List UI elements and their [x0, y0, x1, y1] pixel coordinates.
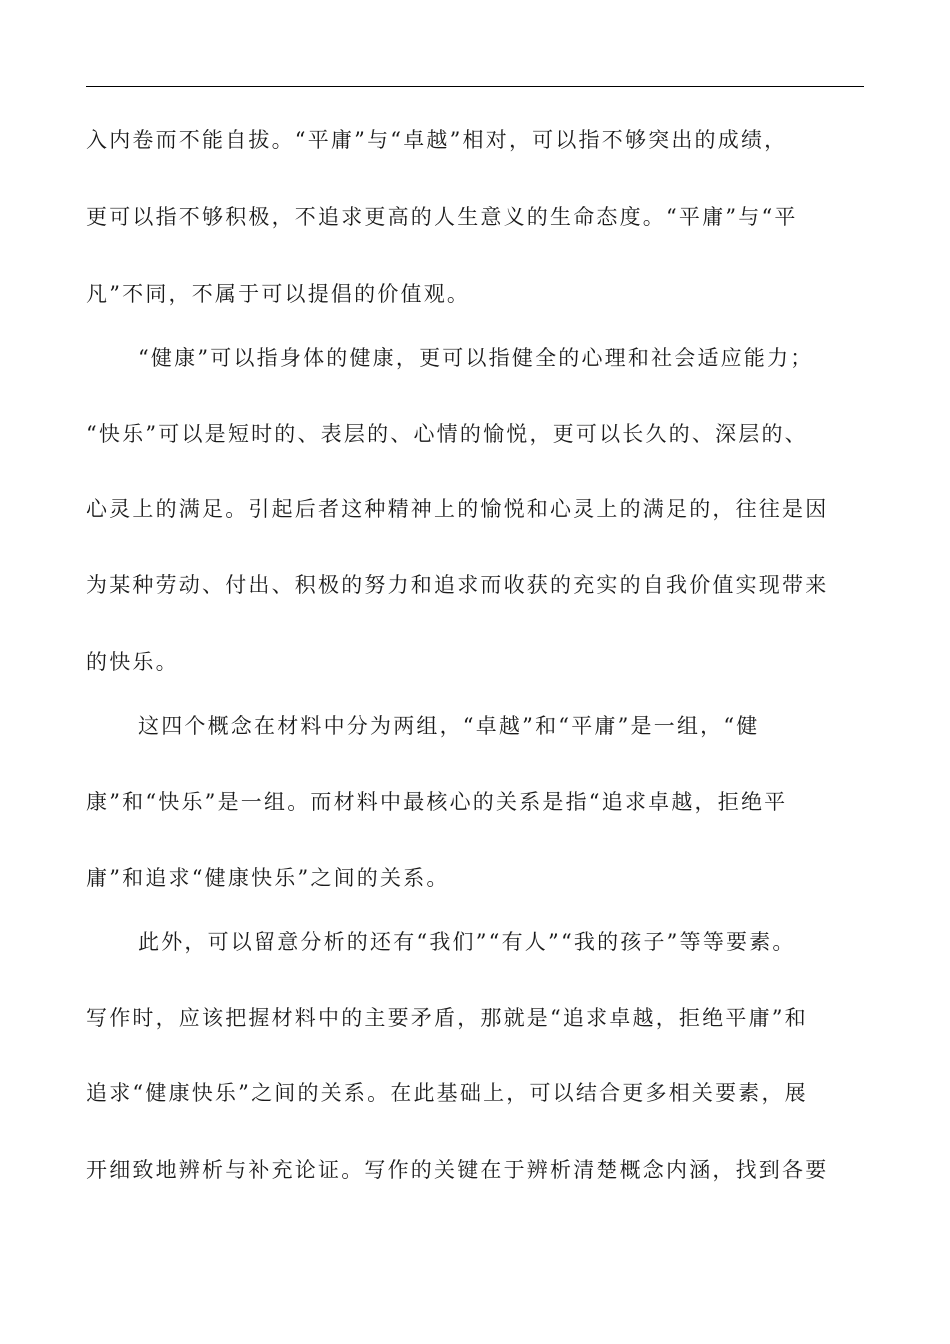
- text-line-11: 庸”和追求“健康快乐”之间的关系。: [86, 866, 450, 890]
- text-line-6: 心灵上的满足。引起后者这种精神上的愉悦和心灵上的满足的，往往是因: [86, 497, 829, 521]
- text-line-4: “健康”可以指身体的健康，更可以指健全的心理和社会适应能力；: [138, 346, 814, 370]
- text-line-9: 这四个概念在材料中分为两组，“卓越”和“平庸”是一组，“健: [138, 714, 760, 738]
- text-line-8: 的快乐。: [86, 650, 179, 674]
- text-line-12: 此外，可以留意分析的还有“我们”“有人”“我的孩子”等等要素。: [138, 930, 796, 954]
- text-line-10: 康”和“快乐”是一组。而材料中最核心的关系是指“追求卓越，拒绝平: [86, 790, 788, 814]
- text-line-15: 开细致地辨析与补充论证。写作的关键在于辨析清楚概念内涵，找到各要: [86, 1158, 829, 1182]
- text-line-13: 写作时，应该把握材料中的主要矛盾，那就是“追求卓越，拒绝平庸”和: [86, 1006, 808, 1030]
- text-line-7: 为某种劳动、付出、积极的努力和追求而收获的充实的自我价值实现带来: [86, 573, 829, 597]
- text-line-5: “快乐”可以是短时的、表层的、心情的愉悦，更可以长久的、深层的、: [86, 422, 808, 446]
- text-line-1: 入内卷而不能自拔。“平庸”与“卓越”相对，可以指不够突出的成绩，: [86, 128, 788, 152]
- header-rule: [86, 86, 864, 87]
- text-line-14: 追求“健康快乐”之间的关系。在此基础上，可以结合更多相关要素，展: [86, 1081, 808, 1105]
- text-line-3: 凡”不同，不属于可以提倡的价值观。: [86, 282, 471, 306]
- text-line-2: 更可以指不够积极，不追求更高的人生意义的生命态度。“平庸”与“平: [86, 205, 798, 229]
